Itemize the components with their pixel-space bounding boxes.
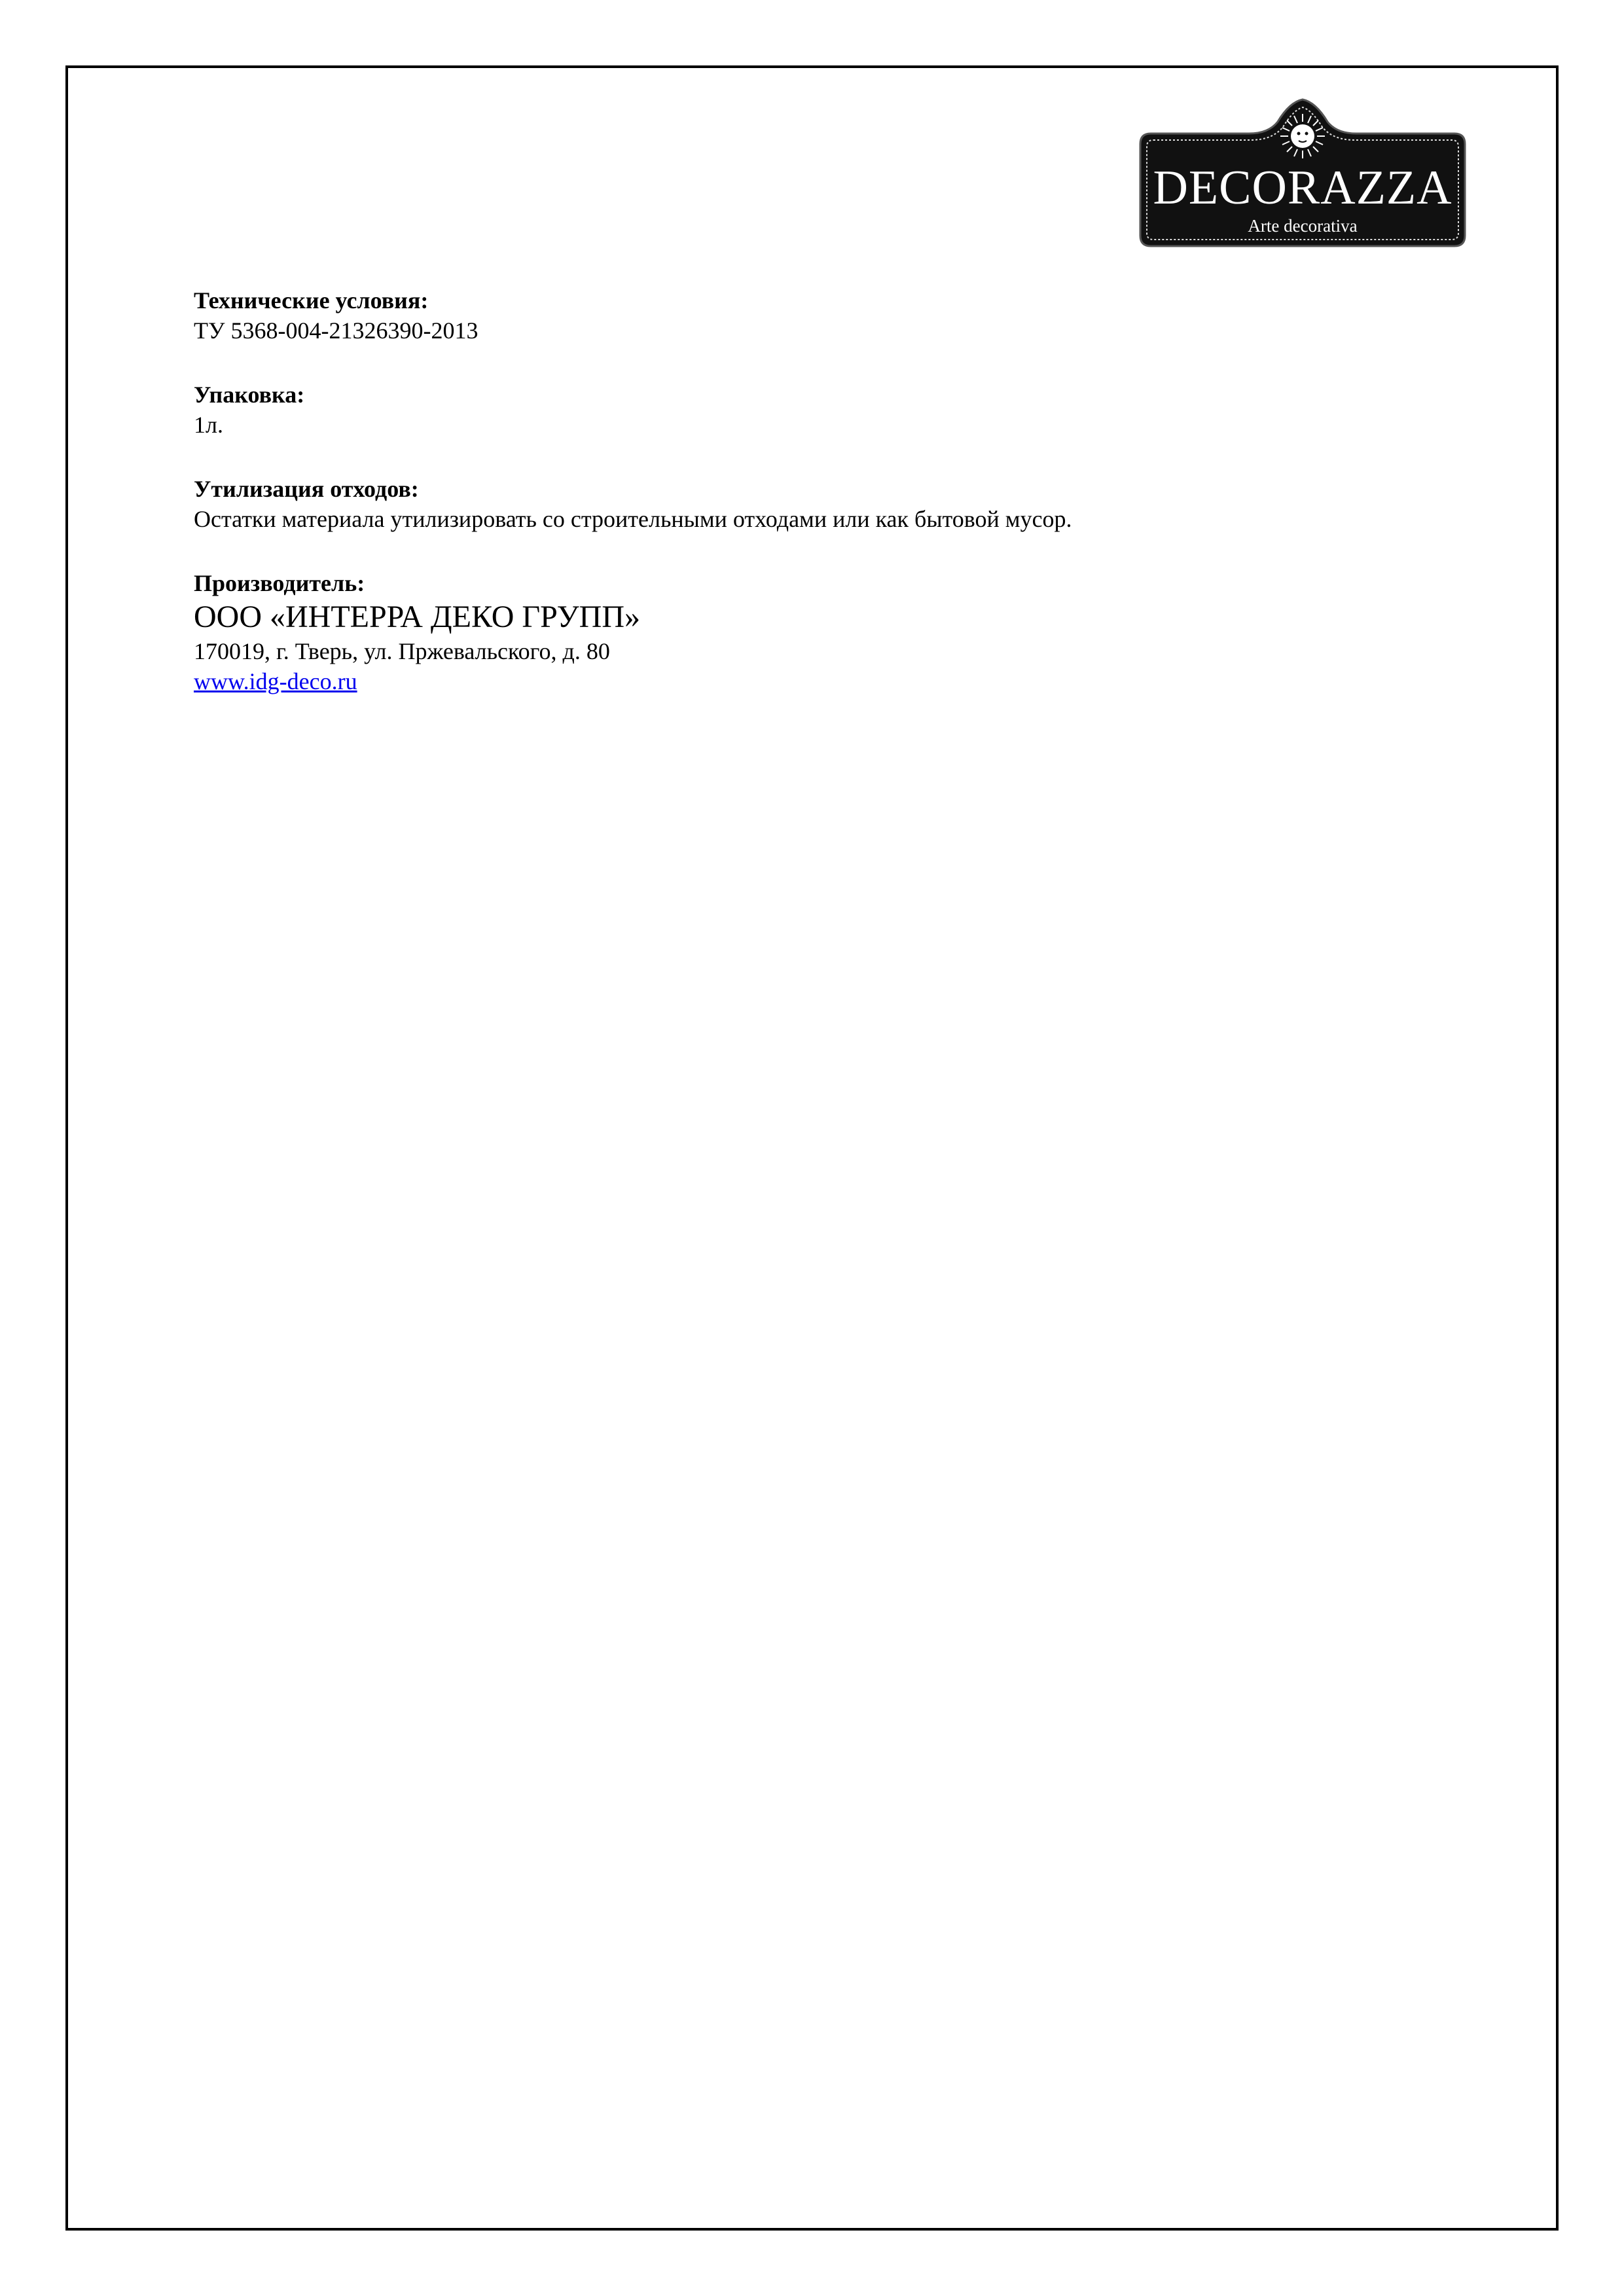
disposal-heading: Утилизация отходов: — [194, 476, 419, 502]
document-body — [194, 285, 1437, 730]
packaging-heading: Упаковка: — [194, 382, 305, 408]
manufacturer-website-link[interactable]: www.idg-deco.ru — [194, 668, 357, 694]
packaging-value: 1л. — [194, 412, 223, 438]
manufacturer-company: ООО «ИНТЕРРА ДЕКО ГРУПП» — [194, 600, 640, 634]
disposal-value: Остатки материала утилизировать со строительными отходами или как бытовой мусор. — [194, 506, 1072, 532]
manufacturer-section — [194, 568, 1437, 696]
disposal-section — [194, 474, 1437, 534]
decorazza-logo — [1138, 96, 1468, 249]
manufacturer-address: 170019, г. Тверь, ул. Пржевальского, д. 80 — [194, 638, 610, 664]
tech-conditions-value: ТУ 5368-004-21326390-2013 — [194, 317, 478, 344]
tech-conditions-heading: Технические условия: — [194, 287, 429, 314]
manufacturer-heading: Производитель: — [194, 570, 365, 596]
logo-brand-name: DECORAZZA — [1153, 161, 1453, 215]
packaging-section — [194, 380, 1437, 440]
sun-face-icon — [1280, 114, 1325, 158]
tech-conditions-section — [194, 285, 1437, 346]
logo-tagline: Arte decorativa — [1248, 216, 1358, 236]
